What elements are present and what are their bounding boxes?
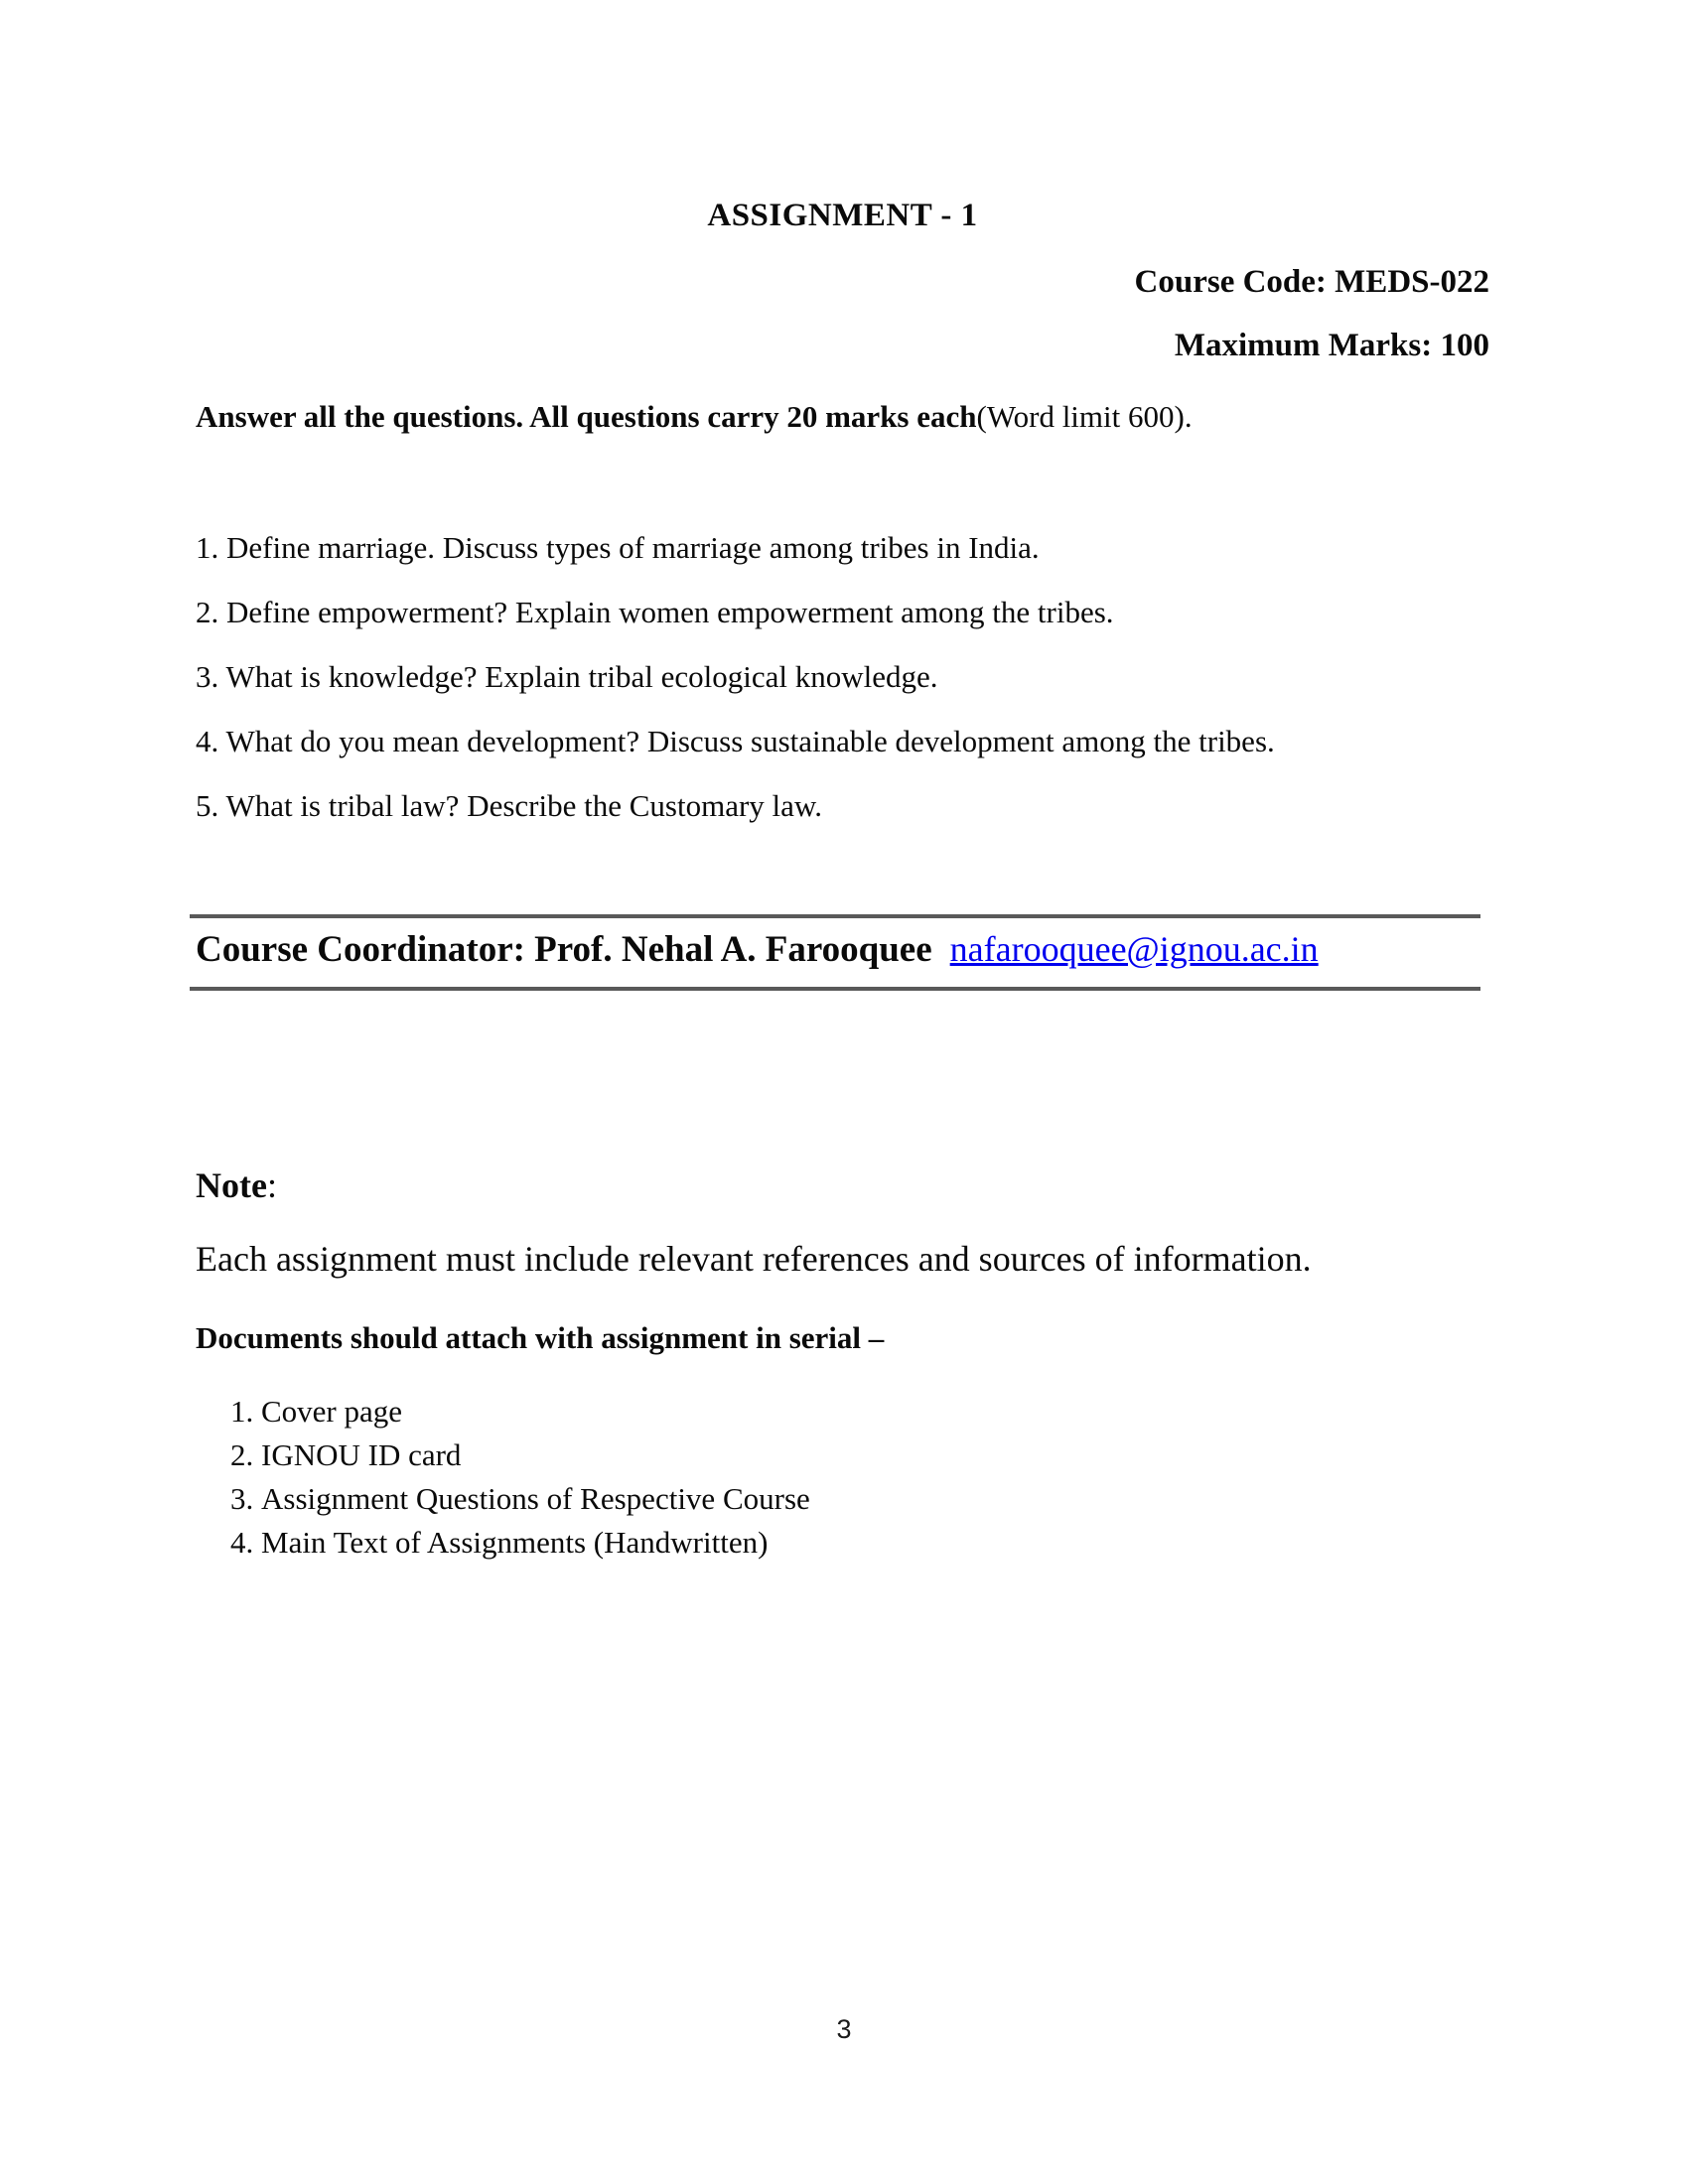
question-item-5: 5. What is tribal law? Describe the Customary law. bbox=[196, 788, 823, 823]
divider-rule-top bbox=[190, 914, 1480, 918]
question-item-2: 2. Define empowerment? Explain women empowerment among the tribes. bbox=[196, 595, 1114, 629]
note-text: Each assignment must include relevant references and sources of information. bbox=[196, 1239, 1312, 1279]
question-item-3: 3. What is knowledge? Explain tribal ecological knowledge. bbox=[196, 659, 938, 694]
document-list-item-1 bbox=[230, 1390, 810, 1433]
question-item-4: 4. What do you mean development? Discuss sustainable development among the tribes. bbox=[196, 724, 1275, 758]
note-heading bbox=[196, 1162, 277, 1208]
questions-list bbox=[196, 515, 1496, 838]
coordinator-email-link[interactable]: nafarooquee@ignou.ac.in bbox=[949, 929, 1319, 969]
document-item-number: 2. bbox=[230, 1437, 254, 1472]
maximum-marks-label: Maximum Marks: 100 bbox=[1174, 328, 1489, 363]
document-list-item-2 bbox=[230, 1433, 810, 1477]
instructions-line bbox=[196, 397, 1193, 437]
document-item-number: 1. bbox=[230, 1394, 254, 1429]
note-colon: : bbox=[266, 1165, 277, 1205]
instructions-bold-text: Answer all the questions. All questions carry 20 marks each bbox=[196, 399, 977, 434]
instructions-word-limit-text: (Word limit 600). bbox=[976, 399, 1193, 434]
course-code-label: Course Code: MEDS-022 bbox=[1134, 264, 1489, 300]
page-title: ASSIGNMENT - 1 bbox=[707, 198, 978, 233]
page-number: 3 bbox=[836, 2014, 852, 2044]
documents-list bbox=[230, 1390, 810, 1565]
document-item-text: Assignment Questions of Respective Course bbox=[261, 1481, 810, 1516]
document-list-item-3 bbox=[230, 1477, 810, 1521]
document-item-number: 3. bbox=[230, 1481, 254, 1516]
document-item-number: 4. bbox=[230, 1525, 254, 1560]
document-item-text: Cover page bbox=[261, 1394, 403, 1429]
note-word: Note bbox=[196, 1165, 267, 1205]
documents-heading: Documents should attach with assignment in serial – bbox=[196, 1320, 885, 1355]
document-item-text: Main Text of Assignments (Handwritten) bbox=[261, 1525, 769, 1560]
document-item-text: IGNOU ID card bbox=[261, 1437, 462, 1472]
divider-rule-bottom bbox=[190, 987, 1480, 991]
coordinator-line bbox=[196, 924, 1496, 975]
question-item-1: 1. Define marriage. Discuss types of marriage among tribes in India. bbox=[196, 530, 1040, 565]
document-list-item-4 bbox=[230, 1521, 810, 1565]
coordinator-label: Course Coordinator: Prof. Nehal A. Farooquee bbox=[196, 929, 932, 970]
